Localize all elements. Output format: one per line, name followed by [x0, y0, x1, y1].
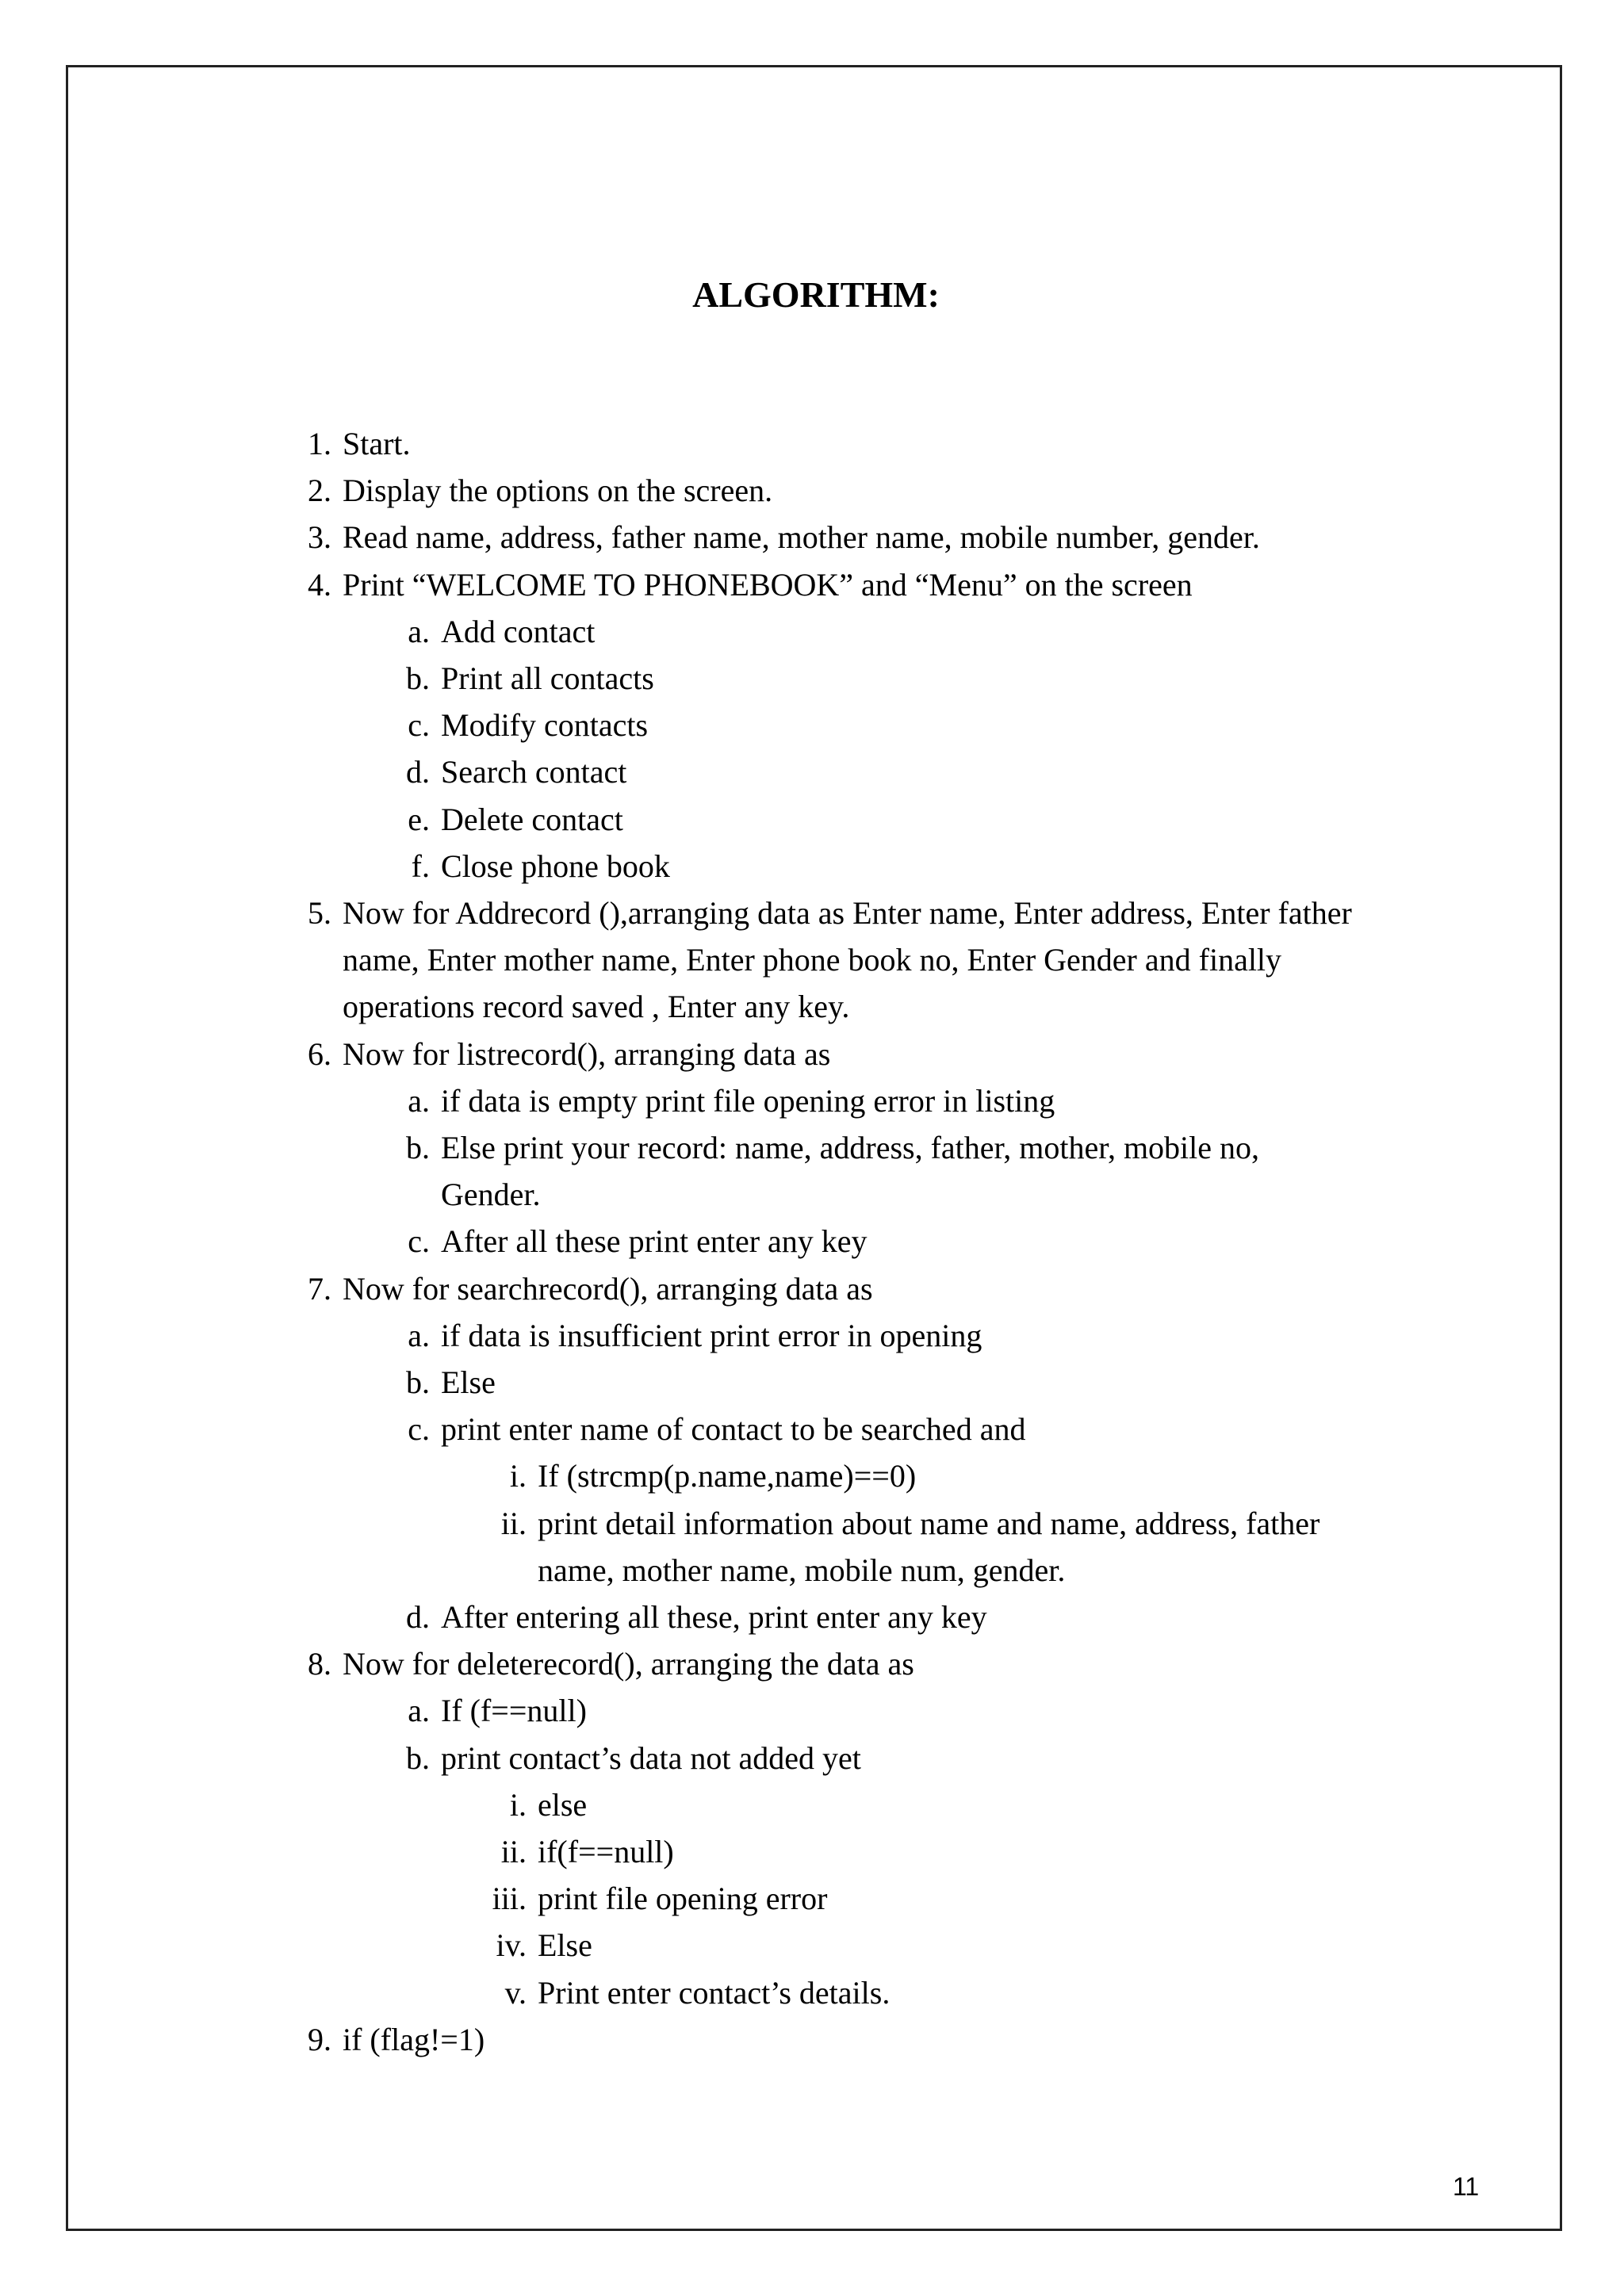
list-marker: iv. — [496, 1927, 527, 1964]
list-marker: 2. — [308, 473, 331, 509]
list-item — [0, 471, 1624, 511]
list-text: if(f==null) — [538, 1834, 674, 1869]
list-item — [0, 1081, 1624, 1121]
list-text: print file opening error — [538, 1881, 828, 1917]
list-item — [0, 1691, 1624, 1731]
list-text: Now for searchrecord(), arranging data as — [343, 1270, 873, 1307]
list-marker: b. — [406, 1739, 430, 1776]
list-text: Add contact — [441, 613, 596, 649]
list-item — [0, 1410, 1624, 1449]
list-item — [0, 1832, 1624, 1872]
list-text: Read name, address, father name, mother name, mobile number, gender. — [343, 519, 1260, 556]
list-text: Else — [538, 1927, 592, 1964]
list-text: Now for deleterecord(), arranging the data as — [343, 1646, 914, 1682]
list-text: Print all contacts — [441, 660, 654, 696]
list-text: Delete contact — [441, 801, 623, 837]
list-marker: a. — [408, 613, 430, 649]
list-marker: b. — [406, 1364, 430, 1400]
list-text: If (f==null) — [441, 1693, 587, 1729]
list-item — [0, 1456, 1624, 1496]
list-item — [0, 565, 1624, 605]
list-item — [0, 518, 1624, 557]
list-marker: d. — [406, 1599, 430, 1635]
list-text: print detail information about name and name, address, father — [538, 1505, 1320, 1541]
list-marker: 8. — [308, 1646, 331, 1682]
list-text: Print “WELCOME TO PHONEBOOK” and “Menu” on the screen — [343, 566, 1193, 603]
list-item — [0, 1644, 1624, 1684]
list-text: print enter name of contact to be searched and — [441, 1411, 1026, 1448]
list-marker: b. — [406, 660, 430, 696]
list-text: Search contact — [441, 754, 627, 790]
list-marker: 6. — [308, 1035, 331, 1072]
list-text: Now for Addrecord (),arranging data as Enter name, Enter address, Enter father — [343, 895, 1352, 931]
list-text: if (flag!=1) — [343, 2021, 485, 2057]
list-marker: 5. — [308, 895, 331, 931]
list-text: if data is insufficient print error in opening — [441, 1317, 982, 1353]
list-marker: i. — [509, 1786, 527, 1823]
list-item — [0, 752, 1624, 792]
list-text: Now for listrecord(), arranging data as — [343, 1035, 831, 1072]
list-item — [0, 2020, 1624, 2060]
list-marker: e. — [408, 801, 430, 837]
list-item — [0, 424, 1624, 464]
list-text: name, mother name, mobile num, gender. — [538, 1552, 1066, 1588]
list-item — [0, 894, 1624, 933]
list-marker: f. — [411, 848, 430, 884]
list-item — [0, 1785, 1624, 1825]
list-text: Else — [441, 1364, 496, 1400]
list-item — [0, 612, 1624, 652]
list-marker: a. — [408, 1693, 430, 1729]
list-item — [0, 1973, 1624, 2013]
list-marker: i. — [509, 1458, 527, 1494]
list-marker: 4. — [308, 566, 331, 603]
list-marker: c. — [408, 1411, 430, 1448]
list-item — [0, 1551, 1624, 1590]
list-item — [0, 1879, 1624, 1919]
list-text: if data is empty print file opening error in listing — [441, 1082, 1055, 1119]
list-item — [0, 1128, 1624, 1168]
page-number: 11 — [1453, 2172, 1480, 2201]
list-item — [0, 1926, 1624, 1965]
list-text: Display the options on the screen. — [343, 473, 773, 509]
list-text: After entering all these, print enter any key — [441, 1599, 987, 1635]
list-marker: 3. — [308, 519, 331, 556]
page-title: ALGORITHM: — [692, 274, 940, 315]
list-text: else — [538, 1786, 588, 1823]
list-item — [0, 1598, 1624, 1637]
list-item — [0, 940, 1624, 980]
list-text: After all these print enter any key — [441, 1223, 868, 1260]
list-text: Modify contacts — [441, 707, 649, 744]
list-marker: iii. — [492, 1881, 527, 1917]
list-text: Print enter contact’s details. — [538, 1974, 891, 2011]
list-item — [0, 1269, 1624, 1309]
list-marker: d. — [406, 754, 430, 790]
list-marker: ii. — [500, 1834, 527, 1869]
list-item — [0, 1175, 1624, 1215]
list-marker: c. — [408, 707, 430, 744]
list-marker: 7. — [308, 1270, 331, 1307]
list-item — [0, 1504, 1624, 1544]
list-marker: c. — [408, 1223, 430, 1260]
list-item — [0, 987, 1624, 1027]
list-text: Close phone book — [441, 848, 670, 884]
list-item — [0, 1316, 1624, 1356]
list-marker: ii. — [500, 1505, 527, 1541]
list-marker: 9. — [308, 2021, 331, 2057]
list-item — [0, 1739, 1624, 1778]
list-text: print contact’s data not added yet — [441, 1739, 861, 1776]
list-text: Start. — [343, 426, 411, 461]
list-text: Gender. — [441, 1177, 541, 1213]
list-item — [0, 847, 1624, 886]
list-text: Else print your record: name, address, father, mother, mobile no, — [441, 1130, 1260, 1165]
list-text: If (strcmp(p.name,name)==0) — [538, 1458, 917, 1494]
list-item — [0, 659, 1624, 698]
list-item — [0, 1363, 1624, 1402]
list-item — [0, 1222, 1624, 1261]
list-item — [0, 1035, 1624, 1074]
list-marker: b. — [406, 1130, 430, 1165]
list-marker: 1. — [308, 426, 331, 461]
list-marker: a. — [408, 1317, 430, 1353]
list-text: operations record saved , Enter any key. — [343, 989, 850, 1025]
list-marker: a. — [408, 1082, 430, 1119]
list-text: name, Enter mother name, Enter phone book no, Enter Gender and finally — [343, 942, 1282, 978]
list-marker: v. — [504, 1974, 527, 2011]
list-item — [0, 800, 1624, 840]
list-item — [0, 706, 1624, 745]
